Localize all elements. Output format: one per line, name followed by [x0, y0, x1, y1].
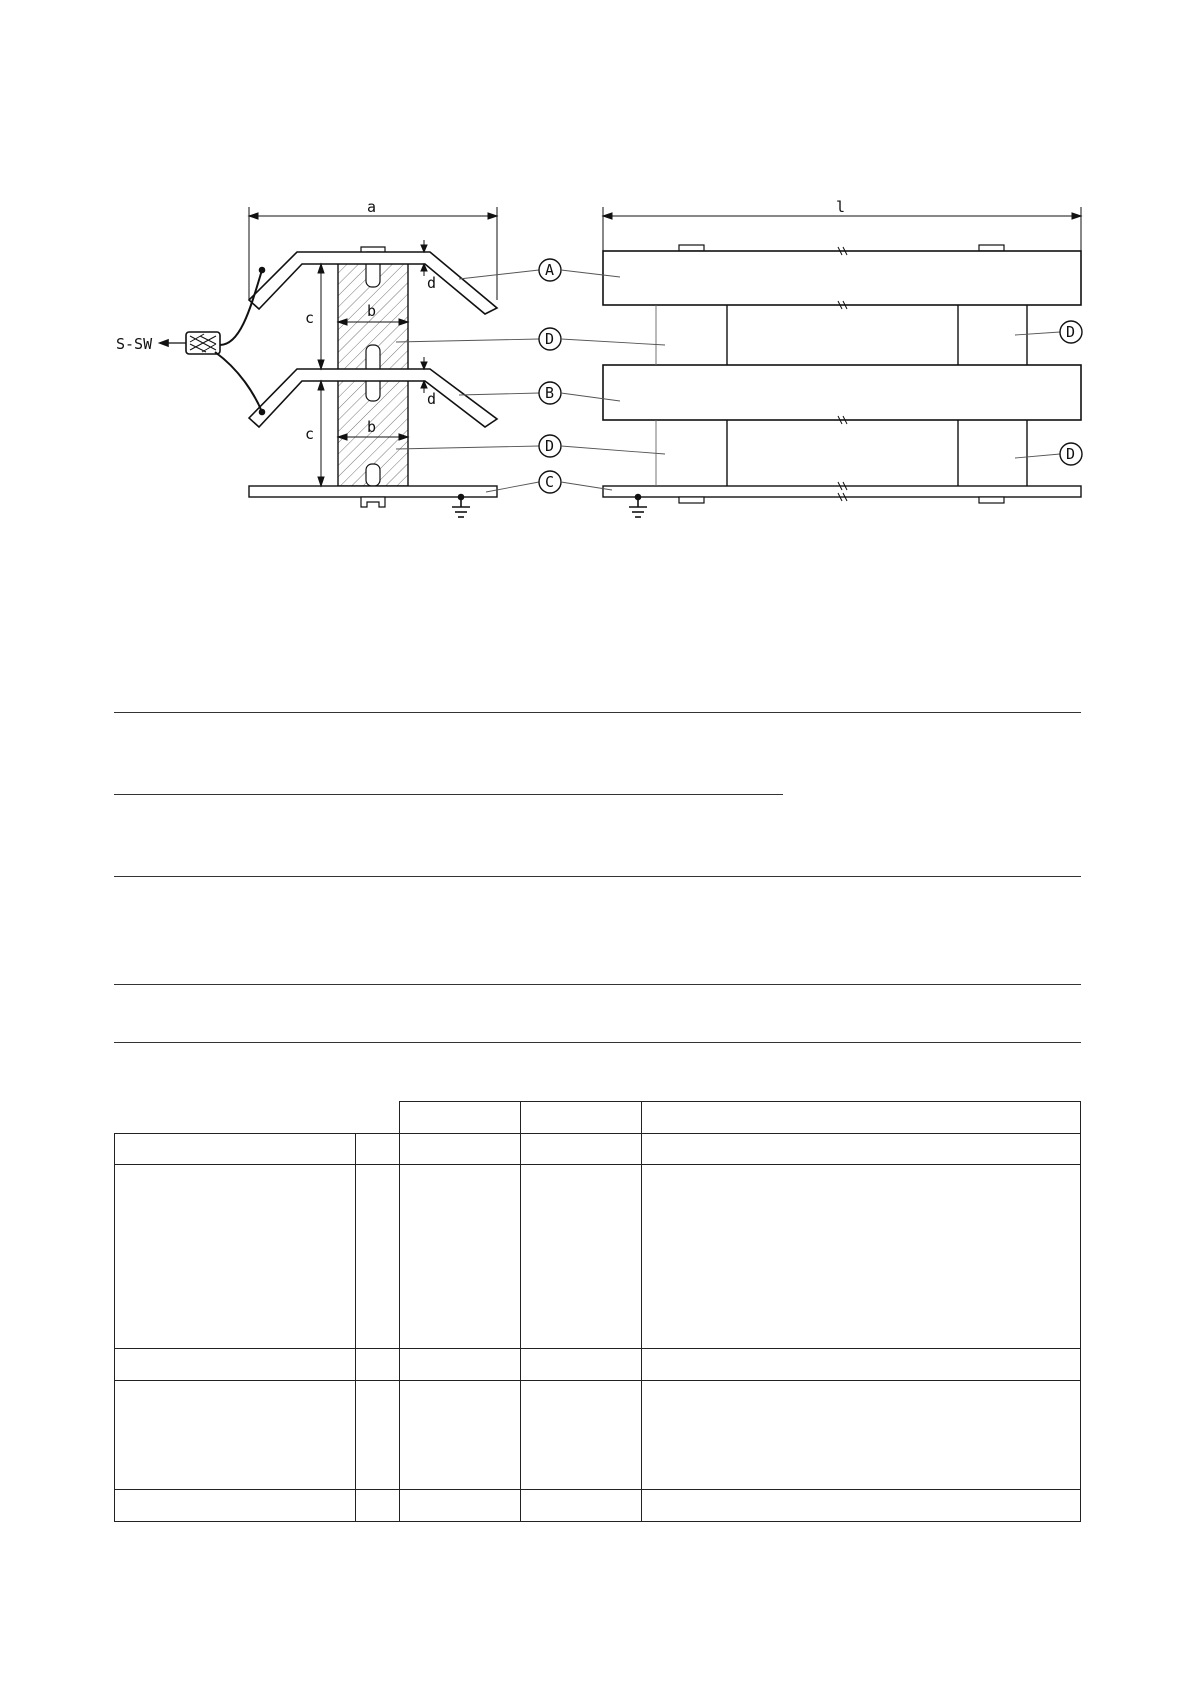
table-cell — [399, 1348, 521, 1381]
table-cell — [399, 1133, 521, 1165]
dim-d-label-lower: d — [427, 390, 437, 408]
dim-d-label-upper: d — [427, 274, 437, 292]
rule-2 — [114, 794, 783, 795]
dim-c-label-lower: c — [305, 425, 315, 443]
side-view — [561, 207, 1081, 517]
svg-text:D: D — [1066, 323, 1076, 341]
dim-b-label-lower: b — [367, 418, 377, 436]
table-header-cell — [520, 1101, 642, 1134]
svg-text:D: D — [545, 330, 555, 348]
connector — [186, 268, 265, 415]
table-cell — [355, 1133, 400, 1165]
table-cell — [641, 1380, 1081, 1490]
table-cell — [114, 1164, 356, 1349]
table-cell — [399, 1164, 521, 1349]
rule-4 — [114, 984, 1081, 985]
output-label: S-SW — [116, 335, 153, 353]
table-cell — [641, 1348, 1081, 1381]
svg-text:A: A — [545, 261, 555, 279]
table-cell — [520, 1489, 642, 1522]
plate-b-side — [603, 365, 1081, 420]
svg-text:C: C — [545, 473, 555, 491]
ground-symbol — [452, 495, 470, 518]
table-cell — [355, 1164, 400, 1349]
table-cell — [355, 1380, 400, 1490]
table-cell — [355, 1489, 400, 1522]
svg-text:D: D — [545, 437, 555, 455]
table-cell — [355, 1348, 400, 1381]
dim-c-label-upper: c — [305, 309, 315, 327]
svg-text:D: D — [1066, 445, 1076, 463]
table-header-cell — [641, 1101, 1081, 1134]
plate-c-side — [603, 486, 1081, 497]
table-cell — [641, 1489, 1081, 1522]
rule-3 — [114, 876, 1081, 877]
table-cell — [641, 1133, 1081, 1165]
spec-table — [114, 1101, 1081, 1527]
dim-b-label-upper: b — [367, 302, 377, 320]
table-cell — [520, 1348, 642, 1381]
callout-d-lower — [539, 435, 561, 457]
table-cell — [399, 1489, 521, 1522]
table-cell — [114, 1380, 356, 1490]
table-cell — [641, 1164, 1081, 1349]
table-cell — [114, 1348, 356, 1381]
table-header-cell — [399, 1101, 521, 1134]
callout-b — [539, 382, 561, 404]
callout-d-upper — [539, 328, 561, 350]
table-cell — [520, 1380, 642, 1490]
dim-l-label: l — [836, 198, 846, 216]
callout-c — [539, 471, 561, 493]
callout-a — [539, 259, 561, 281]
electrode-assembly-diagram — [0, 0, 1190, 560]
ground-symbol-right — [629, 495, 647, 518]
table-cell — [520, 1133, 642, 1165]
table-cell — [114, 1133, 356, 1165]
callout-d-right-lower — [1060, 443, 1082, 465]
callout-d-right-upper — [1060, 321, 1082, 343]
table-cell — [520, 1164, 642, 1349]
dim-a-label: a — [367, 198, 377, 216]
rule-1 — [114, 712, 1081, 713]
svg-text:B: B — [545, 384, 555, 402]
table-cell — [114, 1489, 356, 1522]
plate-a-side — [603, 251, 1081, 305]
table-cell — [399, 1380, 521, 1490]
cross-section-view — [160, 207, 539, 517]
rule-5 — [114, 1042, 1081, 1043]
